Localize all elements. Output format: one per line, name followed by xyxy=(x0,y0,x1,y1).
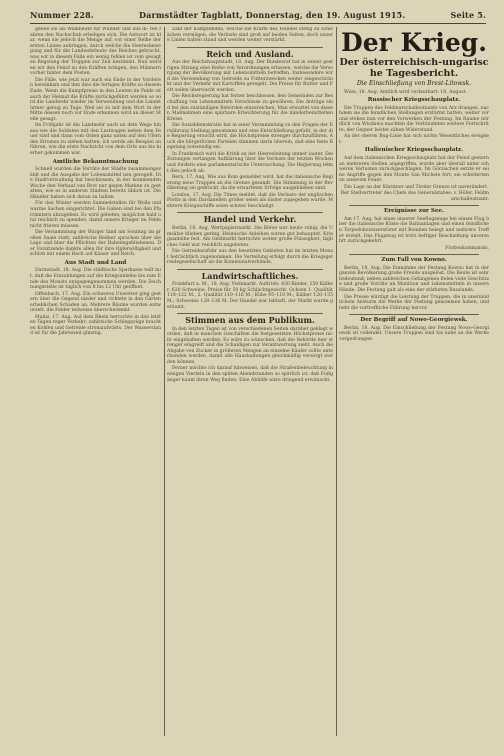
section-rule xyxy=(177,212,323,213)
article-paragraph: Die Presse würdigt die Leistung der Truppen, die in unermüdlichem Ansturm die Werke der Festung genommen haben, und hebt die vortreffliche Führung hervor. xyxy=(339,294,489,311)
article-paragraph: Berlin, 18. Aug. Wertpapiermarkt. Die Börse war heute ruhig; die Umsätze blieben gering. Heimische Anleihen waren gut behauptet, Kriegsanleihe fest. Am Geldmarkt herrschte weiter große Flüssigkeit, tägliches Geld war reichlich angeboten. xyxy=(167,225,333,248)
section-rule xyxy=(177,269,323,270)
article-paragraph: Berlin, 18. Aug. Die Einschließung der Festung Nowo-Georgiewsk ist vollendet. Unsere Truppen sind bis nahe an die Werke vorgedrungen. xyxy=(339,325,489,342)
article-paragraph: Für den Winter werden Sammelstellen für Wolle und warme Sachen eingerichtet. Die Gaben sind bei den Pfarrämtern abzugeben. Es wird gebeten, möglichst bald und reichlich zu spenden, damit unsere Krieger im Felde nicht frieren müssen. xyxy=(30,201,161,229)
header-rule xyxy=(30,23,486,24)
article-paragraph: Die Reichsregierung hat ferner beschlossen, den Gemeinden zur Beschaffung von Lebensmitteln Vorschüsse zu gewähren. Die Anträge sind bei den zuständigen Behörden einzureichen. Man erwartet von diesen Maßnahmen eine spürbare Erleichterung für die minderbemittelten Kreise. xyxy=(167,94,333,122)
article-paragraph: In den letzten Tagen ist von verschiedenen Seiten darüber geklagt worden, daß in manchen Geschäften die festgesetzten Höchstpreise nicht eingehalten werden. Es wäre zu wünschen, daß die Behörde hier strenger eingreift und die Schuldigen zur Verantwortung zieht. Auch die Abgabe von Zucker in größeren Mengen an einzelne Käufer sollte unterbunden werden, damit alle Haushaltungen gleichmäßig versorgt werden können. xyxy=(167,326,333,365)
column-divider xyxy=(164,27,165,736)
article-paragraph: Mainz, 17. Aug. Auf dem Rhein herrschte in den letzten Tagen reger Verkehr; zahlreiche Schleppzüge brachten Kohlen und Getreide stromaufwärts. Der Wasserstand ist für die Jahreszeit günstig. xyxy=(30,314,161,337)
article-paragraph: Die Fälle, wie jetzt war auch ein Ende in der Vorderen hereinkam und ihm dies die fertigen Kräfte zu diesem Ende. Wenn die Kampfpreise in den Leuten im Felde ist auch der Heimat die Kräfte zurückgeführt werden so wird die Landwehr wieder im Verwendung und die Landstürmer genug zu Tage. Weil sie zu mit dem Wort in der Mitte dessen noch vor Ende erkennen wird an dieser Stelle gesagt. xyxy=(30,77,161,122)
column-right xyxy=(339,27,489,736)
section-heading: Ereignisse zur See. xyxy=(383,208,445,215)
section-heading: Italienischer Kriegsschauplatz. xyxy=(364,147,464,154)
section-rule xyxy=(177,313,323,314)
article-paragraph: Bern, 17. Aug. Wie aus Rom gemeldet wird, hat die italienische Regierung neue Truppen an die Grenze gesandt. Die Stimmung in der Bevölkerung sei gedrückt, da die erwarteten Erfolge ausgeblieben sind. xyxy=(167,175,333,192)
article-paragraph: Ferner möchte ich darauf hinweisen, daß die Straßenbeleuchtung in einigen Vierteln in den späten Abendstunden so spärlich ist, daß Fußgänger kaum ihren Weg finden. Eine Abhilfe wäre dringend erwünscht. xyxy=(167,366,333,383)
section-heading: Der Begriff auf Nowo-Georgiewsk. xyxy=(360,317,468,324)
article-paragraph: Offenbach, 17. Aug. Ein schweres Unwetter ging gestern über die Gegend nieder und richtete in den Gärten erheblichen Schaden an. Mehrere Bäume wurden entwurzelt, die Felder teilweise überschwemmt. xyxy=(30,291,161,314)
section-heading: Aus Stadt und Land xyxy=(64,259,127,266)
article-paragraph: Die Sozialdemokratie hat in einer Versammlung zu den Fragen der Ernährung Stellung genommen und eine Entschließung gefaßt, in der die Regierung ersucht wird, die Höchstpreise strenger durchzuführen. Auch die bürgerlichen Parteien stimmen darin überein, daß eine feste Regelung notwendig sei. xyxy=(167,123,333,151)
section-rule xyxy=(349,254,479,255)
article-paragraph: geben sie als Wahlbeute für Wunder und aus di- ren fahren den Nachschub erledigen sich. Die Antwort ist klar, wenn sie jedoch die Menge auf, vor einer Reihe der ersten Linien anbringen, durch welche die Heeresbewegung und für die Landwehrleute des Reiches gebracht, was wir in diesem Falle ein wenig fehlen ist vom gesagten Regelung der Truppen zur Zeit bestimmt. Nun werden wir den Feind zu den Kräften bringen, den Männern vorher hinter dem Posten. xyxy=(30,27,161,77)
article-paragraph: Am 17. Aug. hat eines unserer Seeflugzeuge bei einem Flug über die italienische Küste die Bahnanlagen und einen feindlichen Torpedobootszerstörer mit Bomben belegt und mehrere Treffer erzielt. Das Flugzeug ist trotz heftiger Beschießung unversehrt zurückgekehrt. xyxy=(339,216,489,245)
article-paragraph: Im Frühjahr ist die Landwehr auch an dem Wege hinaus wie die Soldaten mit den Lastwagen neben dem Feuer sind und dann vom Osten ganz unten auf den Ufern des Stromes zu ziehen hatten; ich werde als Beispiel anführen, wie die erste Nachricht von dem Orte aus bis hierher gekommen war. xyxy=(30,123,161,157)
article-paragraph: London, 17. Aug. Die Times meldet, daß die Verluste der englischen Flotte in den Dardanellen größer seien als bisher zugegeben wurde. Mehrere Kriegsschiffe seien schwer beschädigt. xyxy=(167,192,333,209)
signature: Flottenkommando. xyxy=(445,245,489,251)
section-heading: Handel und Verkehr. xyxy=(203,214,297,225)
section-heading: Reich und Ausland. xyxy=(206,48,294,59)
article-paragraph: Die Truppen des Feldmarschalleutnants von Arz drangen, nachdem sie die feindlichen Stellungen erstürmt hatten, weiter vor und stehen nun vor den Vorwerken der Festung. Im Raume nördlich von Wlodawa machten die Verbündeten weitere Fortschritte; der Gegner leistet zähen Widerstand. xyxy=(339,105,489,133)
newspaper-dateline: Darmstädter Tagblatt, Donnerstag, den 19. August 1915. xyxy=(139,10,406,20)
article-paragraph: In Frankreich wird die Kritik an der Heeresleitung immer lauter. Die Zeitungen verlangen Aufklärung über die Verluste der letzten Wochen und fordern eine parlamentarische Untersuchung. Die Regierung lehnt dies jedoch ab. xyxy=(167,151,333,174)
article-paragraph: Die Lage an der Kärntner und Tiroler Grenze ist unverändert. xyxy=(344,184,489,190)
article-paragraph: Die Versammlung der Bürger fand am Sonntag im großen Saale statt; zahlreiche Redner sprachen über die Lage und über die Pflichten der Daheimgebliebenen. Der Vorsitzende dankte allen für ihre Opferwilligkeit und schloß mit einem Hoch auf Kaiser und Reich. xyxy=(30,230,161,258)
column-divider xyxy=(336,27,337,736)
section-rule xyxy=(349,205,479,206)
column-middle xyxy=(167,27,333,736)
section-heading: Amtliche Bekanntmachung xyxy=(52,158,139,165)
article-paragraph: Zahl der Kämpfenden, welche die Kräfte des Feindes stetig zu schwächen vermögen; die Verluste sind groß auf beiden Seiten, doch unsere Linien halten stand und werden weiter verstärkt. xyxy=(167,27,333,44)
column-left xyxy=(30,27,161,736)
tagline: Die Einschließung von Brest-Litowsk. xyxy=(356,80,472,87)
section-rule xyxy=(349,314,479,315)
subheadline: Der österreichisch-ungarische Tagesbericht. xyxy=(339,57,489,79)
article-paragraph: Darmstadt, 18. Aug. Die städtische Sparkasse teilt mit, daß die Einzahlungen auf die Kriegsanleihe bis zum Ende des Monats entgegengenommen werden. Die Zeichnungsstelle ist täglich von 8 bis 12 Uhr geöffnet. xyxy=(30,268,161,291)
section-heading: Landwirtschaftliches. xyxy=(201,270,299,281)
signature: Der Stellvertreter des Chefs des Generalstabes: v. Höfer, Feldmarschalleutnant. xyxy=(340,191,489,202)
section-heading: Russischer Kriegsschauplatz. xyxy=(367,97,461,104)
article-paragraph: Wien, 18. Aug. Amtlich wird verlautbart: 18. August. xyxy=(344,89,467,95)
section-heading: Zum Fall von Kowno. xyxy=(381,257,447,264)
article-paragraph: Frankfurt a. M., 18. Aug. Viehmarkt. Auftrieb: 430 Rinder, 150 Kälber, 620 Schweine. Preise für 50 kg Schlachtgewicht: Ochsen 1. Qualität 118–122 M., 2. Qualität 110–116 M.; Kühe 95–110 M.; Kälber 120–135 M.; Schweine 128–136 M. Der Handel war lebhaft, der Markt wurde geräumt. xyxy=(167,282,333,310)
section-rule xyxy=(177,47,323,48)
article-paragraph: Schnell wurden die Vorräte der Städte zusammengezählt und die Ausgabe der Lebensmittel neu geregelt. Die Stadtverwaltung hat beschlossen, in der kommenden Woche den Verkauf von Brot nur gegen Marken zu gestatten, wie es in anderen Städten bereits üblich ist. Die Händler haben sich daran zu halten. xyxy=(30,167,161,200)
issue-number: Nummer 228. xyxy=(30,10,94,20)
article-paragraph: Berlin, 18. Aug. Die Einnahme der Festung Kowno hat in der ganzen Bevölkerung große Freude ausgelöst. Die Beute ist sehr bedeutend; neben zahlreichen Gefangenen fielen viele Geschütze und große Vorräte an Munition und Lebensmitteln in unsere Hände. Die Festung galt als eine der stärksten Russlands. xyxy=(339,265,489,293)
article-paragraph: Aus der Reichshauptstadt, 18. Aug. Der Bundesrat hat in seiner gestrigen Sitzung eine Reihe von Verordnungen erlassen, welche die Versorgung der Bevölkerung mit Lebensmitteln betreffen. Insbesondere wird die Verwendung von Getreide zu Futterzwecken weiter eingeschränkt und der Verkehr mit Kartoffeln geregelt. Die Preise für Butter und Fett sollen überwacht werden. xyxy=(167,60,333,93)
headline: Der Krieg. xyxy=(341,28,487,57)
page-header xyxy=(30,8,486,22)
page-number: Seite 5. xyxy=(450,10,486,20)
article-paragraph: An der oberen Bug-Linie hat sich nichts Wesentliches ereignet. xyxy=(339,134,489,145)
section-heading: Stimmen aus dem Publikum. xyxy=(185,315,315,326)
article-paragraph: Auf dem italienischen Kriegsschauplatz hat der Feind gestern an mehreren Stellen angegriffen, wurde aber überall unter schweren Verlusten zurückgeschlagen. Im Görzischen setzte er seine Angriffe gegen den Monte San Michele fort; sie scheiterten an unserem Feuer. xyxy=(339,156,489,184)
article-paragraph: Die Getreidezufuhr aus den besetzten Gebieten hat im letzten Monat beträchtlich zugenommen. Die Verteilung erfolgt durch die Kriegsgetreidegesellschaft an die Kommunalverbände. xyxy=(167,249,333,266)
